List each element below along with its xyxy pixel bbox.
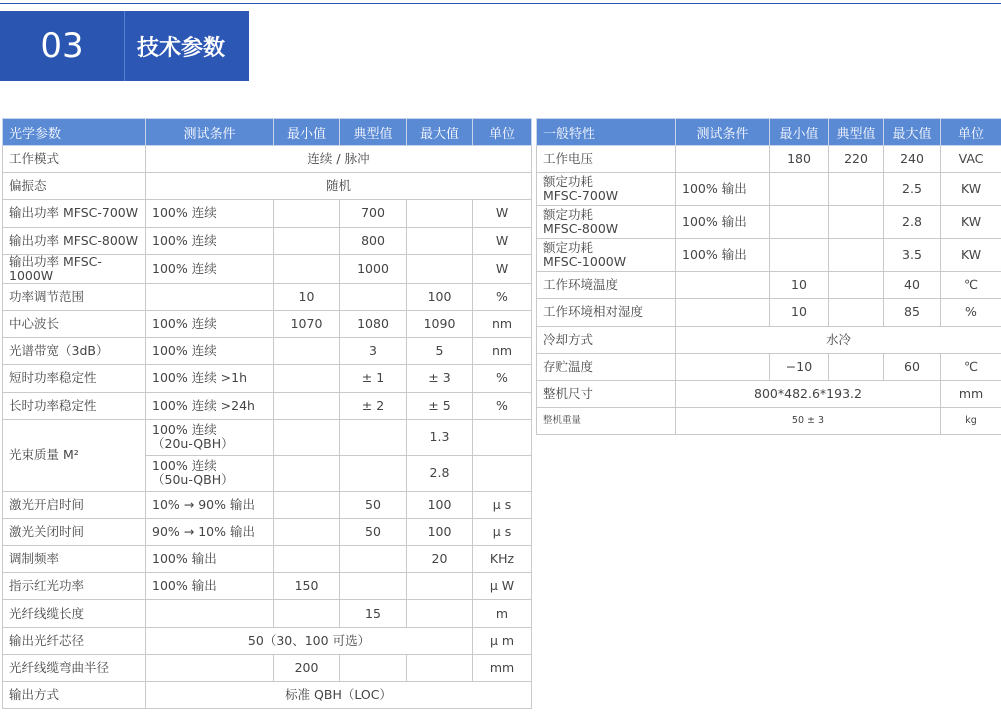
condition-line: 100% 连续 [152, 458, 217, 474]
test-condition: 100% 输出 [146, 573, 274, 600]
table-row [537, 408, 1001, 435]
section-title: 技术参数 [124, 11, 249, 81]
test-condition: 100% 连续 [146, 310, 274, 337]
unit: kg [941, 408, 1001, 435]
row-label: 工作环境温度 [537, 272, 676, 299]
typ-value [829, 173, 884, 206]
row-label [537, 206, 676, 239]
row-label: 调制频率 [3, 546, 146, 573]
column-header: 单位 [941, 119, 1001, 146]
column-header: 最大值 [407, 119, 473, 146]
max-value [407, 200, 473, 227]
table-row [3, 682, 532, 709]
condition-line: 100% 连续 [152, 422, 217, 438]
test-condition: 100% 输出 [146, 546, 274, 573]
table-row [537, 146, 1001, 173]
unit: VAC [941, 146, 1001, 173]
column-header: 测试条件 [676, 119, 770, 146]
table-row [3, 392, 532, 419]
table-row [3, 654, 532, 681]
row-label: 输出功率 MFSC-700W [3, 200, 146, 227]
table-row [3, 518, 532, 545]
unit: ℃ [941, 353, 1001, 380]
row-label: 冷却方式 [537, 326, 676, 353]
min-value [274, 392, 340, 419]
row-label: 光纤线缆弯曲半径 [3, 654, 146, 681]
max-value: 60 [884, 353, 941, 380]
row-label: 整机重量 [537, 408, 676, 435]
test-condition: 100% 连续 [146, 200, 274, 227]
typ-value: ± 2 [340, 392, 407, 419]
row-label [537, 173, 676, 206]
test-condition: 100% 输出 [676, 206, 770, 239]
unit: % [473, 392, 532, 419]
row-label: 长时功率稳定性 [3, 392, 146, 419]
row-label: 输出方式 [3, 682, 146, 709]
table-header-row [537, 119, 1001, 146]
unit: KHz [473, 546, 532, 573]
unit: % [473, 283, 532, 310]
table-row [537, 380, 1001, 407]
row-label: 光纤线缆长度 [3, 600, 146, 627]
max-value: 5 [407, 338, 473, 365]
row-label: 工作电压 [537, 146, 676, 173]
min-value [274, 455, 340, 491]
min-value [274, 200, 340, 227]
column-header: 一般特性 [537, 119, 676, 146]
test-condition [676, 299, 770, 326]
row-label: 中心波长 [3, 310, 146, 337]
test-condition [146, 600, 274, 627]
row-label: 功率调节范围 [3, 283, 146, 310]
typ-value [340, 455, 407, 491]
row-value: 50 ± 3 [676, 408, 941, 435]
max-value [407, 254, 473, 283]
unit: mm [941, 380, 1001, 407]
table-row [537, 326, 1001, 353]
unit: μ s [473, 491, 532, 518]
table-row [537, 299, 1001, 326]
min-value: −10 [770, 353, 829, 380]
table-row [3, 173, 532, 200]
test-condition [146, 283, 274, 310]
label-line: 额定功耗 [543, 174, 594, 190]
general-characteristics-table [536, 118, 1001, 435]
table-row [3, 146, 532, 173]
label-line: 额定功耗 [543, 240, 594, 256]
typ-value: 50 [340, 518, 407, 545]
test-condition [676, 272, 770, 299]
typ-value [829, 206, 884, 239]
max-value: 1090 [407, 310, 473, 337]
row-value: 800*482.6*193.2 [676, 380, 941, 407]
min-value [274, 491, 340, 518]
min-value [274, 600, 340, 627]
section-header [0, 11, 249, 81]
label-line: MFSC-800W [543, 221, 619, 237]
max-value: 2.8 [407, 455, 473, 491]
max-value [407, 573, 473, 600]
unit: W [473, 227, 532, 254]
max-value: ± 3 [407, 365, 473, 392]
unit: mm [473, 654, 532, 681]
max-value [407, 600, 473, 627]
column-header: 最小值 [770, 119, 829, 146]
column-header: 最小值 [274, 119, 340, 146]
label-line: MFSC-1000W [543, 254, 627, 270]
row-label: 存贮温度 [537, 353, 676, 380]
unit: KW [941, 239, 1001, 272]
typ-value [340, 283, 407, 310]
unit [473, 419, 532, 455]
unit: μ s [473, 518, 532, 545]
unit: ℃ [941, 272, 1001, 299]
typ-value: 220 [829, 146, 884, 173]
typ-value [829, 353, 884, 380]
unit: W [473, 254, 532, 283]
condition-line: （20u-QBH） [152, 436, 234, 452]
table-row [3, 573, 532, 600]
test-condition: 10% → 90% 输出 [146, 491, 274, 518]
unit: nm [473, 338, 532, 365]
row-label: 指示红光功率 [3, 573, 146, 600]
row-value: 连续 / 脉冲 [146, 146, 532, 173]
min-value [274, 419, 340, 455]
min-value [274, 365, 340, 392]
unit: % [473, 365, 532, 392]
max-value: 100 [407, 491, 473, 518]
max-value [407, 654, 473, 681]
test-condition [146, 455, 274, 491]
row-label: 工作环境相对湿度 [537, 299, 676, 326]
table-row [537, 272, 1001, 299]
test-condition [146, 419, 274, 455]
typ-value: 1000 [340, 254, 407, 283]
typ-value [829, 239, 884, 272]
table-row [537, 173, 1001, 206]
min-value [770, 206, 829, 239]
table-row [3, 365, 532, 392]
typ-value [340, 419, 407, 455]
test-condition: 100% 连续 [146, 227, 274, 254]
typ-value [340, 654, 407, 681]
min-value [274, 518, 340, 545]
row-label: 光束质量 M² [3, 419, 146, 491]
table-row [3, 200, 532, 227]
row-label: 整机尺寸 [537, 380, 676, 407]
test-condition: 100% 连续 [146, 254, 274, 283]
table-row [3, 254, 532, 283]
typ-value: ± 1 [340, 365, 407, 392]
max-value: ± 5 [407, 392, 473, 419]
typ-value: 1080 [340, 310, 407, 337]
table-row [3, 283, 532, 310]
min-value [274, 254, 340, 283]
typ-value: 50 [340, 491, 407, 518]
column-header: 光学参数 [3, 119, 146, 146]
row-label: 激光开启时间 [3, 491, 146, 518]
min-value: 10 [274, 283, 340, 310]
max-value [407, 227, 473, 254]
min-value: 1070 [274, 310, 340, 337]
max-value: 20 [407, 546, 473, 573]
row-value: 水冷 [676, 326, 1001, 353]
min-value: 150 [274, 573, 340, 600]
column-header: 最大值 [884, 119, 941, 146]
column-header: 典型值 [340, 119, 407, 146]
unit: μ W [473, 573, 532, 600]
test-condition: 100% 连续 [146, 338, 274, 365]
min-value: 180 [770, 146, 829, 173]
column-header: 测试条件 [146, 119, 274, 146]
unit: μ m [473, 627, 532, 654]
max-value: 2.5 [884, 173, 941, 206]
test-condition: 100% 连续 >24h [146, 392, 274, 419]
table-row [3, 338, 532, 365]
min-value [770, 239, 829, 272]
condition-line: （50u-QBH） [152, 472, 234, 488]
label-line: 额定功耗 [543, 207, 594, 223]
row-value: 标准 QBH（LOC） [146, 682, 532, 709]
unit: m [473, 600, 532, 627]
max-value: 85 [884, 299, 941, 326]
max-value: 3.5 [884, 239, 941, 272]
typ-value: 15 [340, 600, 407, 627]
row-label: 光谱带宽（3dB） [3, 338, 146, 365]
min-value: 200 [274, 654, 340, 681]
table-row [3, 491, 532, 518]
row-label [537, 239, 676, 272]
typ-value [340, 573, 407, 600]
typ-value [829, 299, 884, 326]
row-label: 输出功率 MFSC-1000W [3, 254, 146, 283]
table-row [3, 419, 532, 455]
max-value: 1.3 [407, 419, 473, 455]
min-value [274, 338, 340, 365]
max-value: 100 [407, 518, 473, 545]
typ-value [340, 546, 407, 573]
row-value: 50（30、100 可选） [146, 627, 473, 654]
column-header: 典型值 [829, 119, 884, 146]
table-row [3, 600, 532, 627]
unit: % [941, 299, 1001, 326]
optical-parameters-table [2, 118, 532, 709]
column-header: 单位 [473, 119, 532, 146]
unit: KW [941, 173, 1001, 206]
test-condition [676, 146, 770, 173]
label-line: MFSC-700W [543, 188, 619, 204]
typ-value: 700 [340, 200, 407, 227]
max-value: 2.8 [884, 206, 941, 239]
max-value: 240 [884, 146, 941, 173]
table-row [3, 627, 532, 654]
table-row [3, 227, 532, 254]
unit: nm [473, 310, 532, 337]
row-label: 短时功率稳定性 [3, 365, 146, 392]
typ-value: 800 [340, 227, 407, 254]
top-divider-line [0, 3, 1001, 4]
table-row [537, 239, 1001, 272]
min-value [274, 546, 340, 573]
unit [473, 455, 532, 491]
min-value [274, 227, 340, 254]
table-header-row [3, 119, 532, 146]
test-condition: 100% 输出 [676, 173, 770, 206]
max-value: 100 [407, 283, 473, 310]
row-label: 工作模式 [3, 146, 146, 173]
table-row [3, 546, 532, 573]
row-label: 输出功率 MFSC-800W [3, 227, 146, 254]
section-number: 03 [0, 11, 124, 81]
test-condition [146, 654, 274, 681]
typ-value: 3 [340, 338, 407, 365]
row-label: 输出光纤芯径 [3, 627, 146, 654]
min-value: 10 [770, 299, 829, 326]
min-value: 10 [770, 272, 829, 299]
table-row [537, 206, 1001, 239]
row-label: 激光关闭时间 [3, 518, 146, 545]
test-condition [676, 353, 770, 380]
test-condition: 100% 输出 [676, 239, 770, 272]
test-condition: 100% 连续 >1h [146, 365, 274, 392]
table-row [537, 353, 1001, 380]
unit: W [473, 200, 532, 227]
min-value [770, 173, 829, 206]
test-condition: 90% → 10% 输出 [146, 518, 274, 545]
row-label: 偏振态 [3, 173, 146, 200]
table-row [3, 310, 532, 337]
max-value: 40 [884, 272, 941, 299]
typ-value [829, 272, 884, 299]
unit: KW [941, 206, 1001, 239]
row-value: 随机 [146, 173, 532, 200]
